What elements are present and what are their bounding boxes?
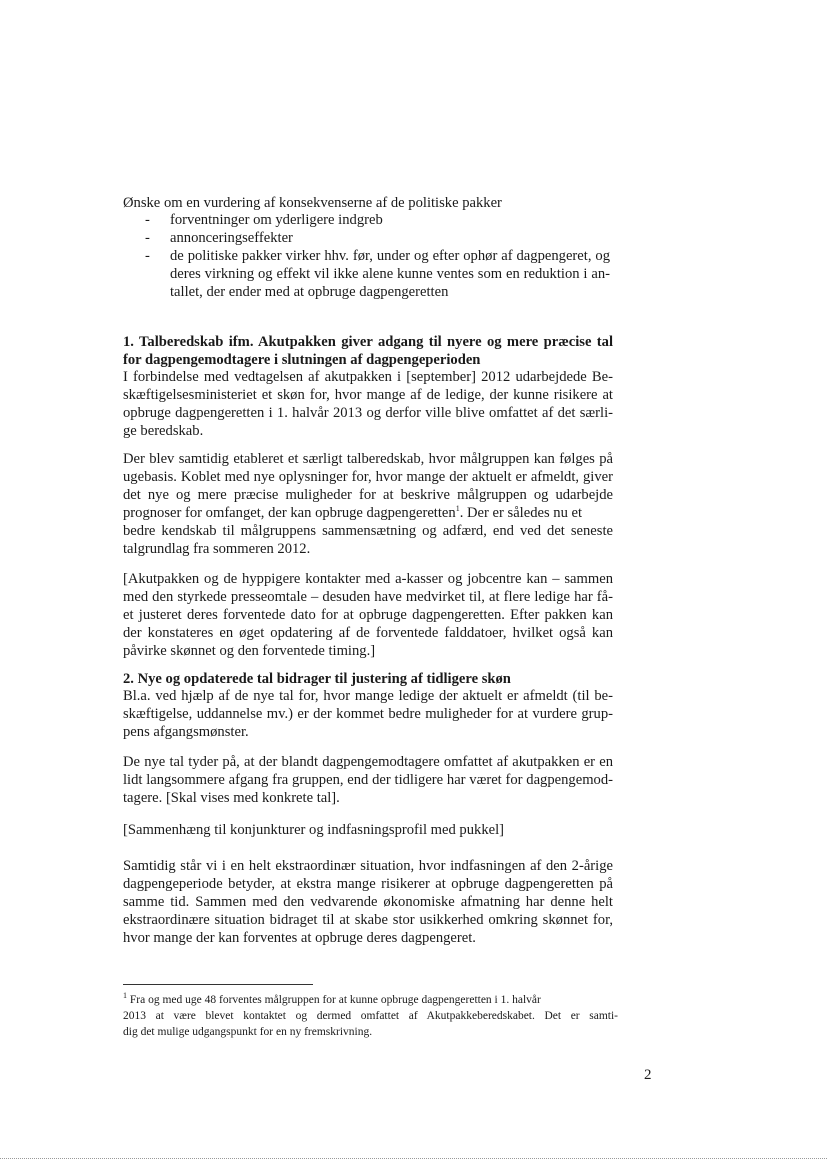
footnote-reference: 1 (455, 504, 460, 514)
section-1-heading: 1. Talberedskab ifm. Akutpakken giver adgang til nyere og mere præcise tal for dagpengemodtagere i slutningen af dagpengeperioden (123, 334, 613, 368)
bullet-item: annonceringseffekter (170, 230, 293, 246)
intro-heading: Ønske om en vurdering af konsekvenserne af de politiske pakker (123, 195, 502, 211)
section-2-paragraph: [Sammenhæng til konjunkturer og indfasningsprofil med pukkel] (123, 822, 505, 838)
page-number: 2 (644, 1067, 652, 1083)
section-2-paragraph: Samtidig står vi i en helt ekstraordinær situation, hvor indfasningen af den 2-årige dagpengeperiode betyder, at ekstra mange risikerer at opbruge dagpengeretten på samme tid. Sammen med den vedvarende økonomiske afmatning har denne helt ekstraordinære situation bidraget til at skabe stor usikkerhed omkring skønnet for, hvor mange der kan forventes at opbruge deres dagpengeret. (123, 858, 613, 946)
bullet-marker: - (145, 248, 150, 264)
section-2-paragraph: De nye tal tyder på, at der blandt dagpengemodtagere omfattet af akutpakken er en lidt langsommere afgang fra gruppen, end der tidligere har været for dagpengemod- tagere. [Skal vises med konkrete tal]. (123, 754, 613, 806)
section-1-paragraph: Der blev samtidig etableret et særligt talberedskab, hvor målgruppen kan følges på ugebasis. Koblet med nye oplysninger for, hvor mange der aktuelt er afmeldt, giver det nye og mere præcise muligheder for at beskrive målgruppen og udarbejde prognoser for omfanget, der kan opbruge dagpengeretten$^1$. Der er således nu et bedre kendskab til målgruppens sammensætning og adfærd, end ved det seneste talgrundlag fra sommeren 2012. (123, 451, 613, 557)
bullet-item: forventninger om yderligere indgreb (170, 212, 383, 228)
bullet-marker: - (145, 212, 150, 228)
section-1-paragraph: I forbindelse med vedtagelsen af akutpakken i [september] 2012 udarbejdede Be- skæftigelsesministeriet et skøn for, hvor mange af de ledige, der kunne risikere at opbruge dagpengeretten i 1. halvår 2013 og derfor ville blive omfattet af det særli- ge beredskab. (123, 369, 613, 439)
bullet-marker: - (145, 230, 150, 246)
footnote-separator (123, 984, 313, 985)
page-bottom-edge (0, 1158, 827, 1159)
footnote: $^1$ Fra og med uge 48 forventes målgruppen for at kunne opbruge dagpengeretten i 1. halvår 2013 at være blevet kontaktet og dermed omfattet af Akutpakkeberedskabet. Det er samti- dig det mulige udgangspunkt for en ny fremskrivning. (123, 991, 618, 1038)
bullet-item: de politiske pakker virker hhv. før, under og efter ophør af dagpengeret, og deres virkning og effekt vil ikke alene kunne ventes som en reduktion i an- tallet, der ender med at opbruge dagpengeretten (170, 248, 610, 300)
section-2-heading: 2. Nye og opdaterede tal bidrager til justering af tidligere skøn (123, 671, 511, 687)
footnote-marker: 1 (123, 991, 127, 1001)
section-1-paragraph: [Akutpakken og de hyppigere kontakter med a-kasser og jobcentre kan – sammen med den styrkede presseomtale – desuden have medvirket til, at flere ledige har få- et justeret deres forventede dato for at opbruge dagpengeretten. Efter pakken kan der konstateres en øget opdatering af de forventede falddatoer, hvilket også kan påvirke skønnet og den forventede timing.] (123, 571, 613, 659)
footnote-reference-line: prognoser for omfanget, der kan opbruge dagpengeretten$^1$. Der er således nu et (123, 504, 583, 521)
section-2-paragraph: Bl.a. ved hjælp af de nye tal for, hvor mange ledige der aktuelt er afmeldt (til be- skæftigelse, uddannelse mv.) er der kommet bedre muligheder for at vurdere grup- pens afgangsmønster. (123, 688, 613, 740)
